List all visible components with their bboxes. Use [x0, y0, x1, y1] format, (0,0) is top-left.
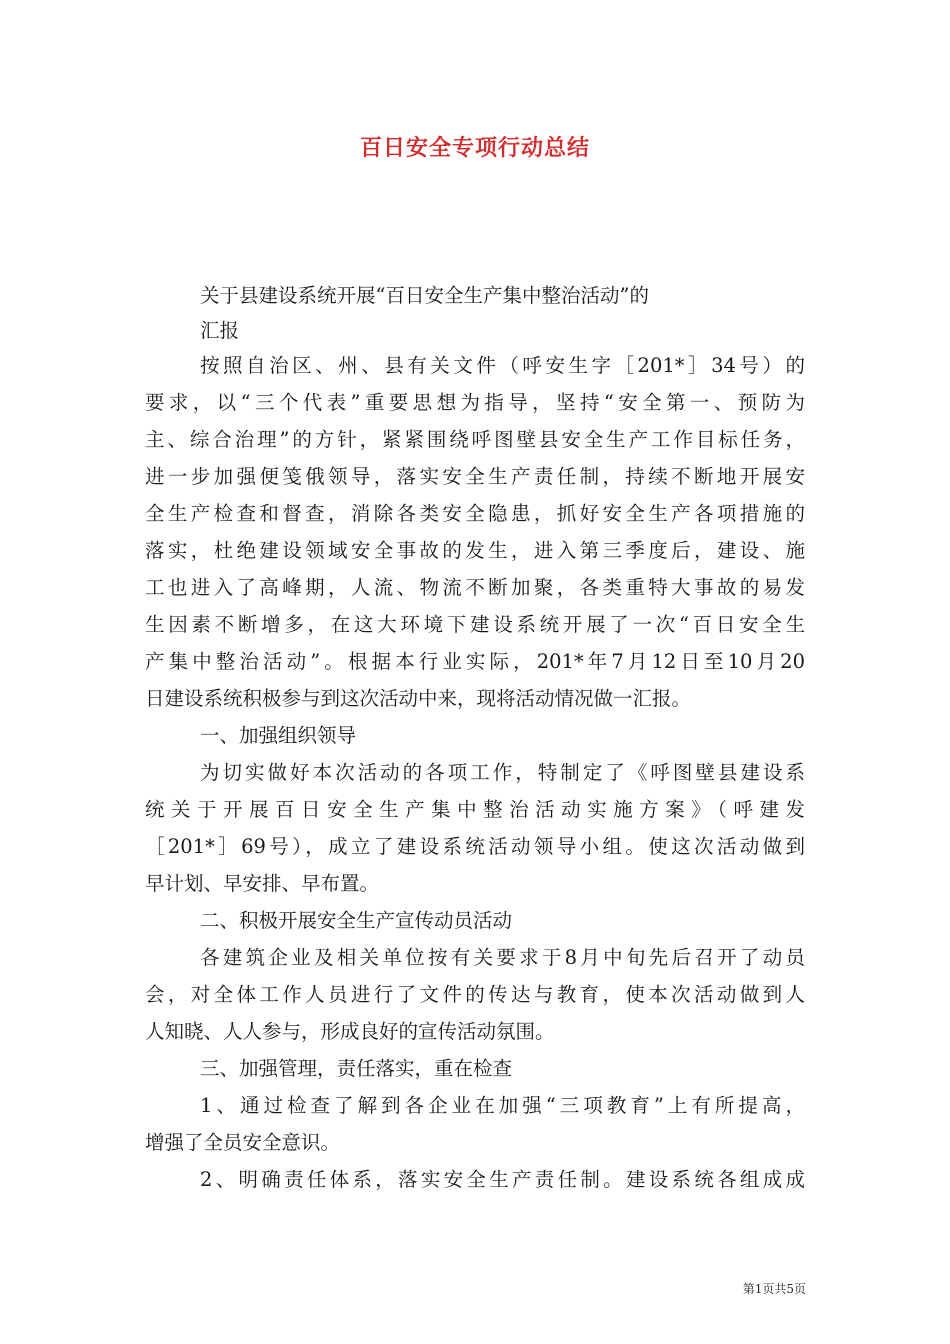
text-line: 各建筑企业及相关单位按有关要求于8月中旬先后召开了动员: [200, 946, 805, 969]
text-line: 1、通过检查了解到各企业在加强“三项教育”上有所提高，: [200, 1094, 805, 1117]
section-heading: 一、加强组织领导: [200, 724, 357, 747]
document-title: 百日安全专项行动总结: [359, 136, 590, 161]
text-line: 主、综合治理”的方针，紧紧围绕呼图壁县安全生产工作目标任务，: [145, 428, 805, 451]
text-line: 落实，杜绝建设领域安全事故的发生，进入第三季度后，建设、施: [145, 539, 805, 562]
text-line: 生因素不断增多，在这大环境下建设系统开展了一次“百日安全生: [145, 613, 805, 636]
text-line: 关于县建设系统开展“百日安全生产集中整治活动”的: [200, 284, 649, 307]
section-heading: 二、积极开展安全生产宣传动员活动: [200, 909, 513, 932]
text-line: 会，对全体工作人员进行了文件的传达与教育，使本次活动做到人: [145, 983, 805, 1006]
text-line: 汇报: [200, 319, 240, 342]
text-line: 增强了全员安全意识。: [145, 1131, 341, 1154]
text-line: 早计划、早安排、早布置。: [145, 872, 380, 895]
text-line: 工也进入了高峰期，人流、物流不断加聚，各类重特大事故的易发: [145, 576, 805, 599]
page-number: 第1页共5页: [742, 1282, 806, 1296]
text-line: 要求，以“三个代表”重要思想为指导，坚持“安全第一、预防为: [145, 391, 805, 414]
text-line: ［201*］69号），成立了建设系统活动领导小组。使这次活动做到: [145, 835, 805, 858]
text-line: 统关于开展百日安全生产集中整治活动实施方案》（呼建发: [145, 798, 805, 821]
text-line: 按照自治区、州、县有关文件（呼安生字［201*］34号）的: [200, 354, 805, 377]
text-line: 全生产检查和督查，消除各类安全隐患，抓好安全生产各项措施的: [145, 502, 805, 525]
text-line: 日建设系统积极参与到这次活动中来，现将活动情况做一汇报。: [145, 687, 692, 710]
text-line: 2、明确责任体系，落实安全生产责任制。建设系统各组成成: [200, 1168, 805, 1191]
text-line: 进一步加强便笺俄领导，落实安全生产责任制，持续不断地开展安: [145, 465, 805, 488]
text-line: 产集中整治活动”。根据本行业实际，201*年7月12日至10月20: [145, 650, 805, 673]
text-line: 人知晓、人人参与，形成良好的宣传活动氛围。: [145, 1020, 555, 1043]
text-line: 为切实做好本次活动的各项工作，特制定了《呼图壁县建设系: [200, 761, 805, 784]
section-heading: 三、加强管理，责任落实，重在检查: [200, 1057, 513, 1080]
